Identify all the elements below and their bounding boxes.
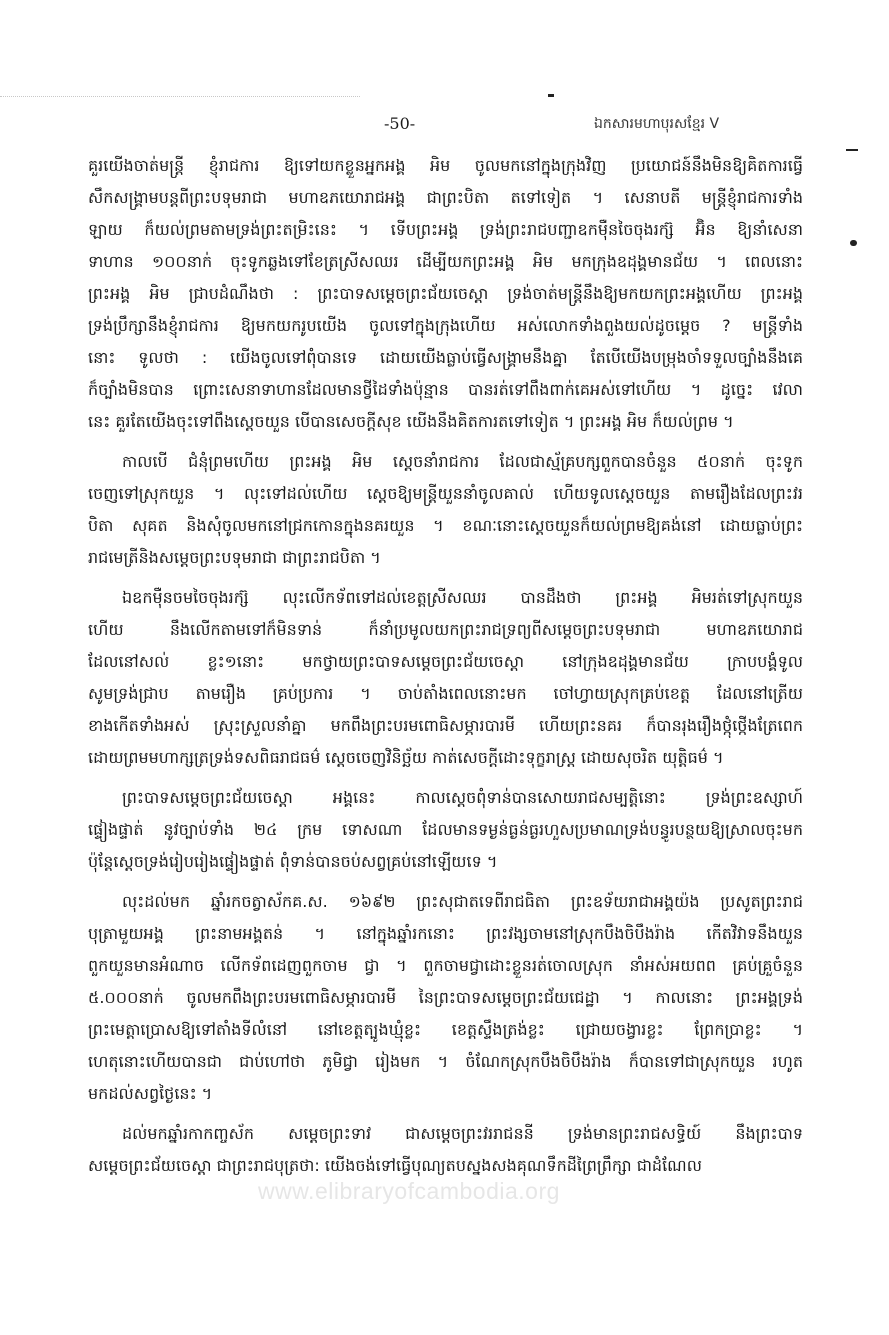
text-line: ដល់មកឆ្នាំរកាកញ្ចស័ក សម្តេចព្រះទាវ ជាសម្តេចព្រះវររាជននី ទ្រង់មានព្រះរាជសទ្ធិយ៍ នឹងព្រះបាទ [122, 1124, 803, 1143]
paragraph [88, 582, 803, 774]
text-line: ចេញទៅស្រុកយួន ។ លុះទៅដល់ហើយ ស្តេចឱ្យមន្ត្រីយួននាំចូលគាល់ ហើយទូលស្តេចយួន តាមរឿងដែលព្រះវរ [88, 484, 803, 503]
text-line: ហើយ នឹងលើកតាមទៅក៏មិនទាន់ ក៏នាំប្រមូលយកព្រះរាជទ្រព្យពីសម្តេចព្រះបទុមរាជា មហាឧភយោរាជ [88, 620, 803, 639]
running-title: ឯកសារមហាបុរសខ្មែរ V [594, 116, 720, 132]
body-text [88, 150, 803, 1182]
text-line: ឯឧកម៉ឺនចមចៃចុងរក្ស៊ លុះលើកទ័ពទៅដល់ខេត្តស្រីសឈរ បានដឹងថា ព្រះអង្គ អិមរត់ទៅស្រុកយួន [122, 588, 803, 607]
text-line: ៥.០០០នាក់ ចូលមកពឹងព្រះបរមពោធិសម្ភារបារមី នៃព្រះបាទសម្តេចព្រះជ័យជេដ្ឋា ។ កាលនោះ ព្រះអង្គទ្រង់ [88, 988, 803, 1007]
text-line: សូមទ្រង់ជ្រាប តាមរឿង គ្រប់ប្រការ ។ ចាប់តាំងពេលនោះមក ចៅហ្វាយស្រុកគ្រប់ខេត្ត ដែលនៅត្រើយ [88, 684, 803, 703]
scan-speck [548, 94, 554, 97]
paragraph-gap [88, 878, 803, 886]
page-number: -50- [384, 114, 416, 133]
paragraph [88, 1118, 803, 1182]
paragraph-gap [88, 1110, 803, 1118]
text-line: ព្រះអង្គ អិម ជ្រាបដំណឹងថា : ព្រះបាទសម្តេចព្រះជ័យចេស្តា ទ្រង់ចាត់មន្ត្រីនឹងឱ្យមកយកព្រះអង្គហើយ ព្រះអង្គ [88, 284, 803, 303]
page-header [0, 114, 889, 144]
text-line: ហេតុនោះហើយបានជា ជាប់ហៅថា ភូមិជ្វា រៀងមក ។ ចំណែកស្រុកបឹងចិបឹងរ៉ាង ក៏បានទៅជាស្រុកយួន រហូត [88, 1052, 803, 1071]
paragraph-gap [88, 438, 803, 446]
text-line: ទ្រង់ប្រឹក្សានឹងខ្ញុំរាជការ ឱ្យមកយករូបយើង ចូលទៅក្នុងក្រុងហើយ អស់លោកទាំងពួងយល់ដូចម្តេច ? មន្ត្រីទាំង [88, 316, 803, 335]
paragraph-gap [88, 574, 803, 582]
text-line: ឡាយ ក៏យល់ព្រមតាមទ្រង់ព្រះតម្រិះនេះ ។ ទើបព្រះអង្គ ទ្រង់ព្រះរាជបញ្ជាឧកម៉ឺនចៃចុងរក្ស៊ អ៊ិន ឱ្យនាំសេនា [88, 220, 803, 239]
text-line: នោះ ទូលថា : យើងចូលទៅពុំបានទេ ដោយយើងធ្លាប់ធ្វើសង្គ្រាមនឹងគ្នា តែបើយើងបម្រុងចាំទទួលច្បាំងនឹងគេ [88, 348, 803, 367]
scan-artifact-line [0, 96, 360, 98]
text-line: សម្តេចព្រះជ័យចេស្តា ជាព្រះរាជបុត្រថា: យើងចង់ទៅធ្វើបុណ្យតបស្នងសងគុណទឹកដីព្រៃព្រឹក្សា ជាដំណែល [88, 1156, 702, 1175]
text-line: នេះ គួរតែយើងចុះទៅពឹងស្តេចយួន បើបានសេចក្តីសុខ យើងនឹងគិតការតទៅទៀត ។ ព្រះអង្គ អិម ក៏យល់ព្រម ។ [88, 412, 734, 431]
text-line: ដោយព្រមមហាក្សត្រទ្រង់ទសពិធរាជធម៌ ស្តេចចេញវិនិច្ឆ័យ កាត់សេចក្តីដោះទុក្ខរាស្ត្រ ដោយសុចរិត យុត្តិធម៌ ។ [88, 748, 724, 767]
text-line: ប៉ុន្តែស្តេចទ្រង់រៀបរៀងផ្ទៀងផ្ទាត់ ពុំទាន់បានចប់សព្វគ្រប់នៅឡើយទេ ។ [88, 852, 498, 871]
text-line: ទាហាន ១០០នាក់ ចុះទូកឆ្លងទៅខែត្រស្រីសឈរ ដើម្បីយកព្រះអង្គ អិម មកក្រុងឧដុង្គមានជ័យ ។ ពេលនោះ [88, 252, 803, 271]
text-line: ក៏ច្បាំងមិនបាន ព្រោះសេនាទាហានដែលមានថ្វីដៃទាំងប៉ុន្មាន បានរត់ទៅពឹងពាក់គេអស់ទៅហើយ ។ ដូច្នេះ វេលា [88, 380, 803, 399]
text-line: បុត្រាមួយអង្គ ព្រះនាមអង្គតន់ ។ នៅក្នុងឆ្នាំរកនោះ ព្រះវង្សចាមនៅស្រុកបឹងចិបឹងរ៉ាង កើតវិវាទនឹងយួន [88, 924, 803, 943]
paragraph [88, 886, 803, 1110]
text-line: ដែលនៅសល់ ខ្លះ១នោះ មកថ្វាយព្រះបាទសម្តេចព្រះជ័យចេស្តា នៅក្រុងឧដុង្គមានជ័យ ក្រាបបង្គំទូល [88, 652, 803, 671]
paragraph [88, 150, 803, 438]
text-line: រាជមេត្រីនិងសម្តេចព្រះបទុមរាជា ជាព្រះរាជបិតា ។ [88, 548, 381, 567]
text-line: លុះដល់មក ឆ្នាំរកចត្វាស័កគ.ស. ១៦៩២ ព្រះសុជាតទេពីរាជធិតា ព្រះឧទ័យរាជាអង្គយ៉ង ប្រសូតព្រះរាជ [122, 892, 803, 911]
text-line: គួរយើងចាត់មន្ត្រី ខ្ញុំរាជការ ឱ្យទៅយកខ្លួនអ្នកអង្គ អិម ចូលមកនៅក្នុងក្រុងវិញ ប្រយោជន៍នឹងមិនឱ្យគិតការធ្វើ [88, 156, 803, 175]
text-line: ព្រះបាទសម្តេចព្រះជ័យចេស្តា អង្គនេះ កាលស្តេចពុំទាន់បានសោយរាជសម្បត្តិនោះ ទ្រង់ព្រះឧស្សាហ៍ [122, 788, 803, 807]
paragraph [88, 446, 803, 574]
text-line: ផ្ទៀងផ្ទាត់ នូវច្បាប់ទាំង ២៤ ក្រម ទោសណា ដែលមានទម្ងន់ធ្ងន់ធ្ងរហួសប្រមាណទ្រង់បន្ធូរបន្ថយឱ្យស្រាលចុះមក [88, 820, 803, 839]
text-line: មកដល់សព្វថ្ងៃនេះ ។ [88, 1084, 213, 1103]
scan-speck [850, 240, 857, 246]
text-line: កាលបើ ជំនុំព្រមហើយ ព្រះអង្គ អិម ស្តេចនាំរាជការ ដែលជាស្ម័គ្របក្សពួកបានចំនួន ៥០នាក់ ចុះទូក [122, 452, 803, 471]
text-line: សឹកសង្គ្រាមបន្តពីព្រះបទុមរាជា មហាឧភយោរាជអង្គ ជាព្រះបិតា តទៅទៀត ។ សេនាបតី មន្ត្រីខ្ញុំរាជការទាំង [88, 188, 803, 207]
scan-speck [846, 149, 858, 151]
text-line: ពួកយួនមានអំណាច លើកទ័ពដេញពួកចាម ជ្វា ។ ពួកចាមជ្វាដោះខ្លួនរត់ចោលស្រុក នាំអស់អយពព គ្រប់គ្រួចំនួន [88, 956, 803, 975]
text-line: ព្រះមេត្តាប្រោសឱ្យទៅតាំងទីលំនៅ នៅខេត្តត្បូងឃ្មុំខ្លះ ខេត្តស្ទឹងត្រង់ខ្លះ ជ្រោយចង្វារខ្លះ ព្រែកប្រាខ្លះ ។ [88, 1020, 803, 1039]
text-line: បិតា សុគត និងសុំចូលមកនៅជ្រកកោនក្នុងនគរយួន ។ ខណៈនោះស្តេចយួនក៏យល់ព្រមឱ្យគង់នៅ ដោយធ្លាប់ព្រះ [88, 516, 803, 535]
paragraph [88, 782, 803, 878]
paragraph-gap [88, 774, 803, 782]
watermark: www.elibraryofcambodia.org [258, 1178, 560, 1204]
text-line: ខាងកើតទាំងអស់ ស្រុះស្រួលនាំគ្នា មកពឹងព្រះបរមពោធិសម្ភារបារមី ហើយព្រះនគរ ក៏បានរុងរឿងថ្កុំថ្កើងត្រែពេក [88, 716, 803, 735]
